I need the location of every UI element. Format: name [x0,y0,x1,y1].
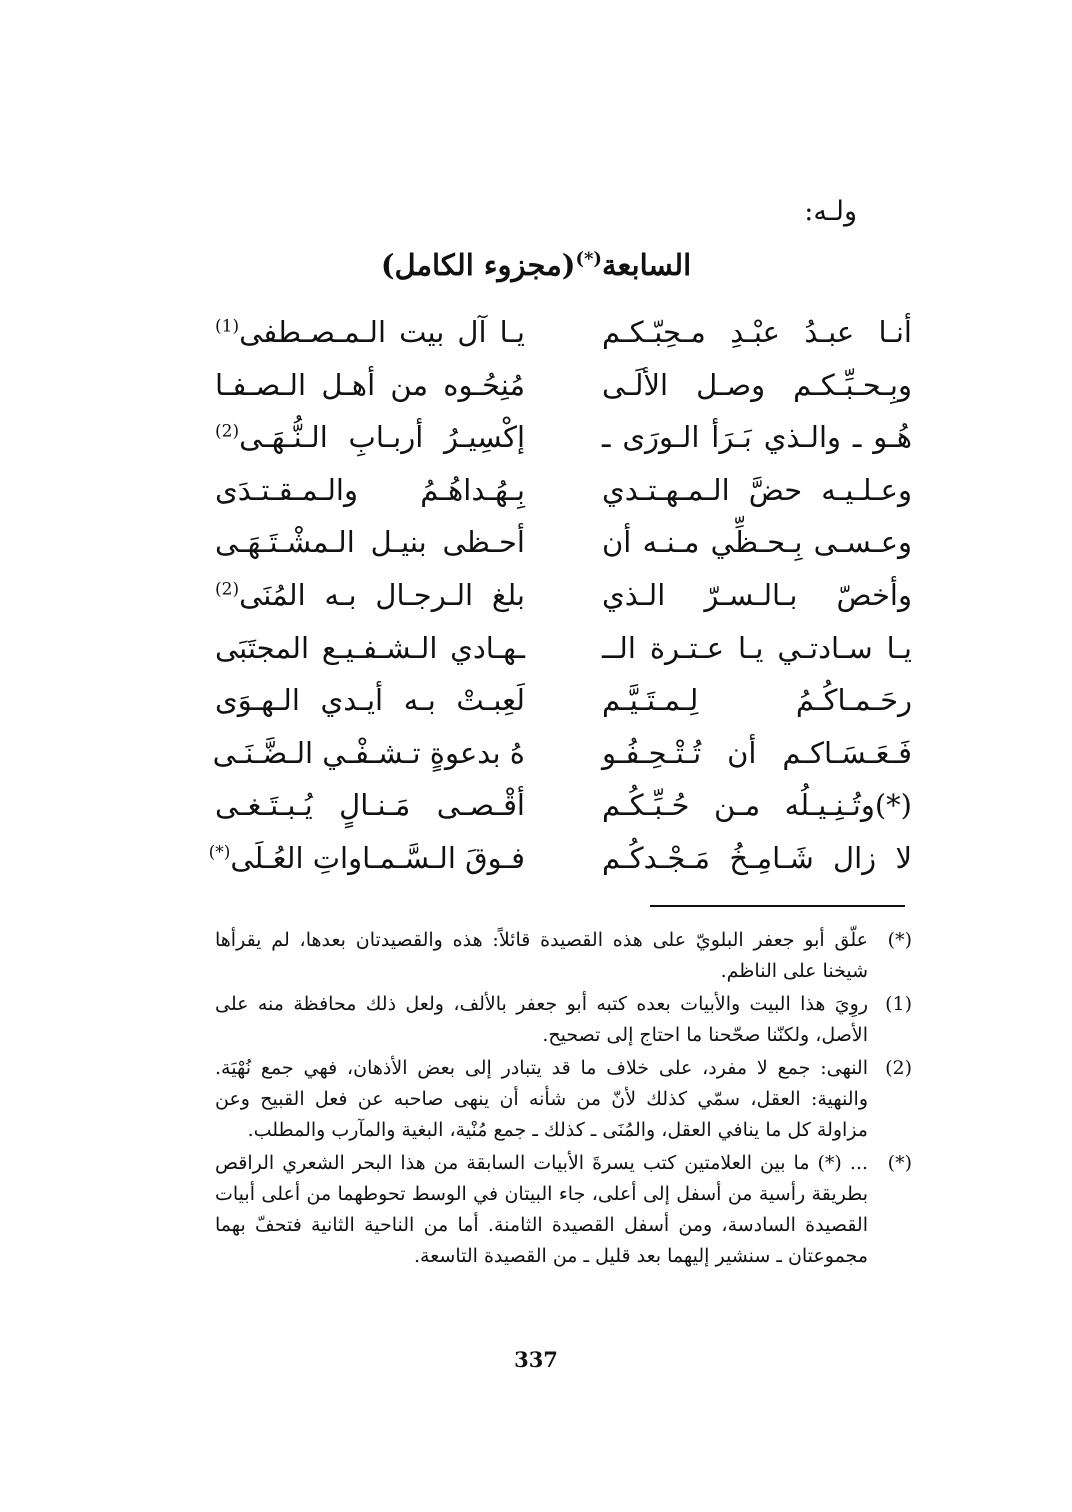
hemistich-text: بِـهُـداهُـمُ والـمـقـتـدَى [215,472,525,507]
verse-second-hemistich [215,779,525,831]
verse [215,516,912,569]
hemistich-text: هُ بدعوةٍ تـشـفْـي الـضَّـنَـى [212,735,525,770]
poem-heading [0,248,1072,282]
verse-second-hemistich [215,359,525,411]
footnote-separator [650,905,905,907]
verse [212,727,912,780]
hemistich-text: بلغ الـرجـال بـه المُنَى [239,577,525,612]
footnote-text: النهى: جمع لا مفرد، على خلاف ما قد يتبادر إلى بعض الأذهان، فهي جمع نُهْيَة. والنهية: العقل، سمّي كذلك لأنّ من شأنه أن ينهى صاحبه عن فعل القبيح وعن مزاولة كل ما ينافي العقل، والمُنَى ـ كذلك ـ جمع مُنْية، البغية والمآرب والمطلب. [215,1057,868,1141]
footnote [215,989,912,1051]
hemistich-text: مُنِحُـوه من أهـل الـصـفـا [215,367,525,402]
intro-text: ولـه: [804,196,857,227]
footnote-mark: (2) [885,1057,912,1079]
heading-footnote-mark: (*) [575,248,602,270]
footnote [215,1148,912,1272]
footnote-mark: (1) [885,993,912,1015]
verse-second-hemistich [215,674,525,726]
hemistich-text: لَعِبـتْ بـه أيـدي الـهـوَى [215,683,525,718]
footnote-text: ... (*) ما بين العلامتين كتب يسرةَ الأبيات السابقة من هذا البحر الشعري الراقص بطريقة رأسية من أسفل إلى أعلى، جاء البيتان في الوسط تحوطهما من أعلى أبيات القصيدة السادسة، ومن أسفل القصيدة الثامنة. أما من الناحية الثانية فتحفّ بهما مجموعتان ـ سنشير إليهما بعد قليل ـ من القصيدة التاسعة. [215,1152,868,1267]
footnote-text: علّق أبو جعفر البلويّ على هذه القصيدة قائلاً: هذه والقصيدتان بعدها، لم يقرأها شيخنا على الناظم. [215,929,868,982]
verse-first-hemistich: وعـلـيـه حضَّ الـمـهـتـدي [602,472,912,507]
verse-second-hemistich [215,516,525,568]
hemistich-text: فـوقَ الـسَّـمـاواتِ العُـلَى [230,840,525,875]
poem-title: السابعة [601,248,692,282]
hemistich-text: أحـظى بنيـل الـمشْـتَـهَـى [215,525,525,560]
verse-first-hemistich: فَـعَـسَـاكـم أن تُـتْـحِـفُـو [602,735,912,770]
poem-meter: (مجزوء الكامل) [380,248,576,282]
verse-second-hemistich [208,832,525,884]
footnotes [215,925,912,1274]
footnote-text: روِيَ هذا البيت والأبيات بعده كتبه أبو جعفر بالألف، ولعل ذلك محافظة منه على الأصل، ولكنّنا صحّحنا ما احتاج إلى تصحيح. [215,993,868,1046]
verse-second-hemistich [215,306,525,358]
verse-second-hemistich [215,569,525,621]
verse-second-hemistich [215,411,525,463]
verse-first-hemistich: رحَـمـاكُـمُ لِـمـتَـيَّـم [602,683,912,718]
verse-footnote-mark: (2) [215,579,240,600]
verse-first-hemistich: هُـو ـ والـذي بَـرَأ الـورَى ـ [602,420,912,455]
verse [215,359,912,412]
verse [215,306,912,359]
footnote [215,1053,912,1146]
verse-first-hemistich: وبِـحـبِّـكـم وصـل الألَـى [602,367,912,402]
verse-second-hemistich [212,727,525,779]
verse [215,674,912,727]
hemistich-text: أقْـصـى مَـنـالٍ يُـبـتَـغـى [215,788,525,823]
verse-first-hemistich: يـا سـادتـي يـا عـتـرة الــ [602,630,912,665]
footnote-mark: (*) [887,1152,912,1174]
verse-first-hemistich: أنـا عبـدُ عبْـدِ مـحِبّـكـم [602,315,912,349]
verse [215,779,912,832]
verse-footnote-mark: (2) [215,421,240,442]
verse-first-hemistich: (*)وتُـنِـيـلُه مـن حُـبِّـكُـم [602,788,912,823]
verse [208,832,912,885]
poem-verses [208,306,912,885]
footnote [215,925,912,987]
verse [215,411,912,464]
verse [215,569,912,622]
verse-second-hemistich [215,622,525,674]
page-number: 337 [514,1347,558,1372]
verse-first-hemistich: وعـسـى بِـحـظِّي مـنـه أن [602,525,912,560]
hemistich-text: يـا آل بيت الـمـصـطفى [239,315,525,349]
footnote-mark: (*) [887,929,912,951]
hemistich-text: ـهـادي الـشـفـيـع المجتَبَى [215,630,525,665]
verse-first-hemistich: وأخصّ بـالـسـرّ الـذي [602,577,912,612]
verse [215,464,912,517]
verse-footnote-mark: (*) [208,842,231,863]
verse [215,622,912,675]
verse-footnote-mark: (1) [215,316,240,337]
hemistich-text: إكْسِيـرُ أربـابِ الـنُّـهَـى [239,420,525,455]
verse-second-hemistich [215,464,525,516]
verse-first-hemistich: لا زال شَـامِـخُ مَـجْـدكُـم [602,840,912,875]
